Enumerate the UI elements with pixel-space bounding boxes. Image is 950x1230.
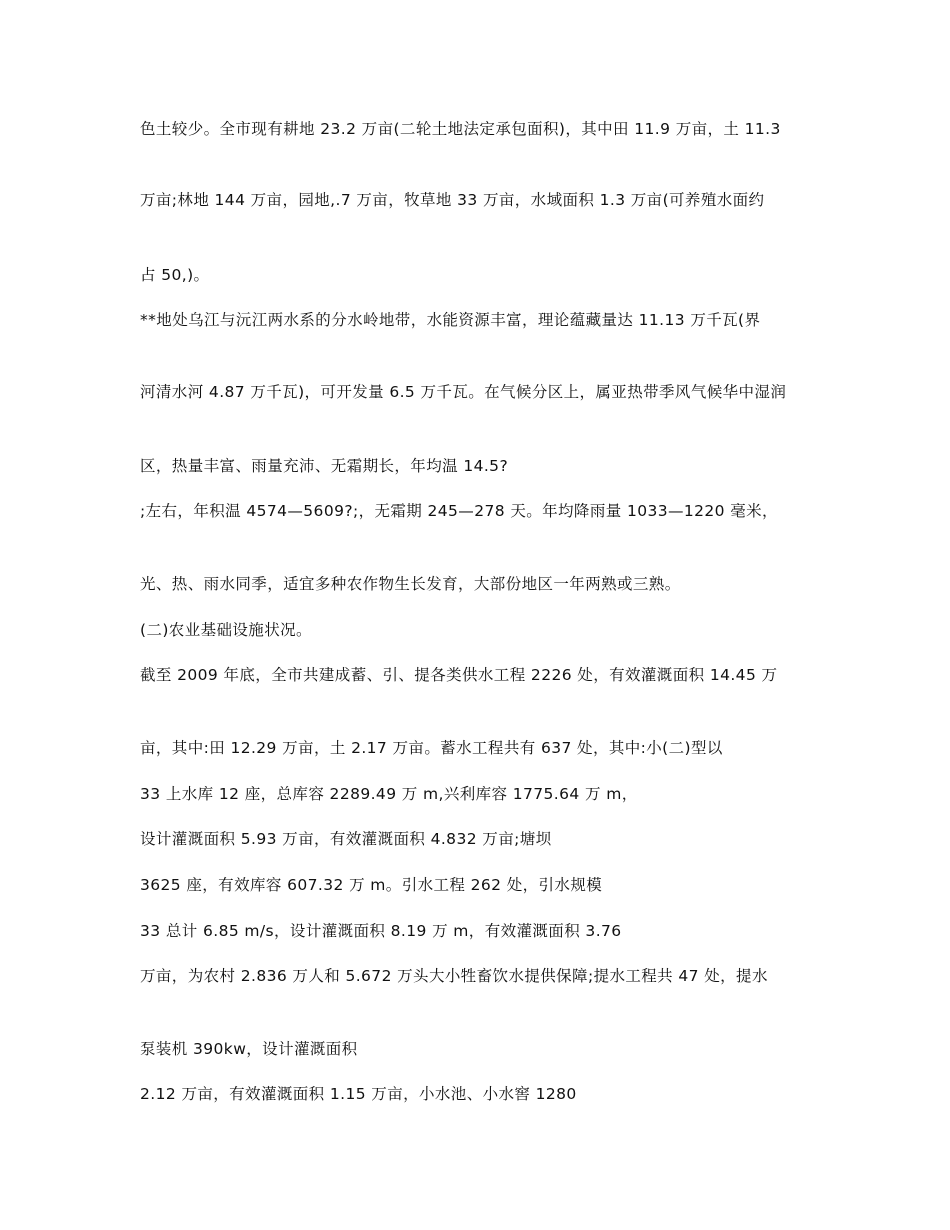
paragraph-3: 占 50,)。 (140, 266, 210, 284)
paragraph-17: 2.12 万亩，有效灌溉面积 1.15 万亩，小水池、小水窖 1280 (140, 1085, 577, 1103)
paragraph-1: 色土较少。全市现有耕地 23.2 万亩(二轮土地法定承包面积)，其中田 11.9 万亩，土 11.3 (140, 120, 781, 138)
paragraph-13: 3625 座，有效库容 607.32 万 m。引水工程 262 处，引水规模 (140, 876, 603, 894)
paragraph-2: 万亩;林地 144 万亩，园地,.7 万亩，牧草地 33 万亩，水域面积 1.3 万亩(可养殖水面约 (140, 191, 765, 209)
paragraph-10: 亩，其中:田 12.29 万亩，土 2.17 万亩。蓄水工程共有 637 处，其中:小(二)型以 (140, 739, 723, 757)
paragraph-12: 设计灌溉面积 5.93 万亩，有效灌溉面积 4.832 万亩;塘坝 (140, 830, 552, 848)
paragraph-6: 区，热量丰富、雨量充沛、无霜期长，年均温 14.5? (140, 457, 509, 475)
section-heading: (二)农业基础设施状况。 (140, 621, 312, 639)
paragraph-16: 泵装机 390kw，设计灌溉面积 (140, 1040, 358, 1058)
paragraph-4: **地处乌江与沅江两水系的分水岭地带，水能资源丰富，理论蕴藏量达 11.13 万千瓦(界 (140, 311, 761, 329)
paragraph-7: ;左右，年积温 4574—5609?;，无霜期 245—278 天。年均降雨量 1033—1220 毫米， (140, 502, 778, 520)
paragraph-15: 万亩，为农村 2.836 万人和 5.672 万头大小牲畜饮水提供保障;提水工程共 47 处，提水 (140, 967, 768, 985)
paragraph-8: 光、热、雨水同季，适宜多种农作物生长发育，大部份地区一年两熟或三熟。 (140, 575, 681, 593)
paragraph-14: 33 总计 6.85 m/s，设计灌溉面积 8.19 万 m，有效灌溉面积 3.76 (140, 922, 622, 940)
paragraph-9: 截至 2009 年底，全市共建成蓄、引、提各类供水工程 2226 处，有效灌溉面积 14.45 万 (140, 666, 778, 684)
paragraph-5: 河清水河 4.87 万千瓦)，可开发量 6.5 万千瓦。在气候分区上，属亚热带季风气候华中湿润 (140, 383, 787, 401)
paragraph-11: 33 上水库 12 座，总库容 2289.49 万 m,兴利库容 1775.64 万 m， (140, 785, 638, 803)
